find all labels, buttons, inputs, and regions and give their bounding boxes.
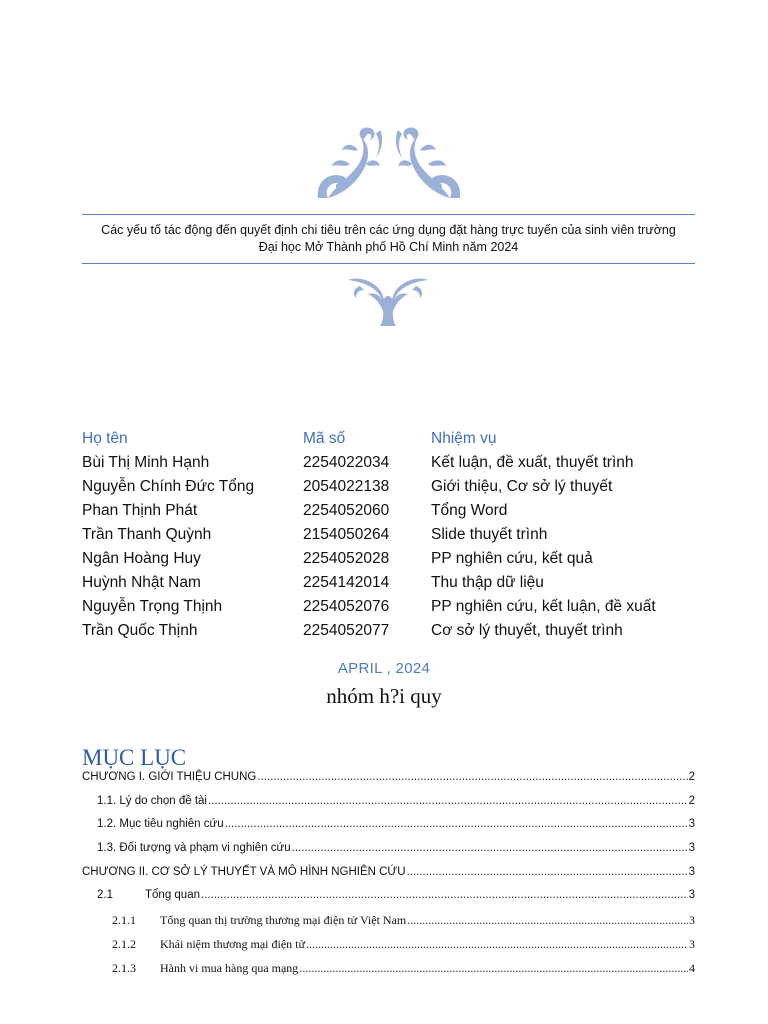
member-row [82,499,695,523]
toc-title: MỤC LỤC [82,745,187,770]
member-row [82,475,695,499]
header-name: Họ tên [82,430,128,447]
member-row [82,451,695,475]
toc-leader-dots [225,818,688,830]
toc-leader-dots [292,842,688,854]
member-task: Thu thập dữ liệu [431,574,544,591]
member-name: Trần Thanh Quỳnh [82,526,212,543]
toc-entry[interactable] [82,913,695,937]
toc-entry[interactable] [82,937,695,961]
member-task: Cơ sở lý thuyết, thuyết trình [431,622,623,639]
toc-entry-text: 1.1. Lý do chọn đề tài [97,794,207,807]
member-task: Tổng Word [431,502,508,519]
toc-leader-dots [407,913,688,928]
member-name: Huỳnh Nhật Nam [82,574,201,591]
toc-entry-text: 1.2. Mục tiêu nghiên cứu [97,818,224,831]
toc-entry-text: Tổng quan thị trường thương mại điện tử Việt Nam [160,913,407,928]
members-table [82,427,695,643]
member-name: Phan Thịnh Phát [82,502,198,519]
toc-entry-number: 2.1 [97,889,113,902]
title-rule-top [82,214,695,215]
member-name: Trần Quốc Thịnh [82,622,198,639]
toc-entry-page: 2 [688,794,695,807]
member-id: 2154050264 [303,526,390,543]
member-id: 2254022034 [303,454,390,471]
member-row [82,595,695,619]
member-row [82,571,695,595]
toc-entry[interactable] [82,795,695,819]
toc-entry-page: 3 [688,865,695,878]
toc-leader-dots [407,866,688,878]
toc-entry-page: 3 [689,913,695,928]
members-header-row [82,427,695,451]
toc-entry-number: 2.1.3 [112,960,136,975]
header-id: Mã số [303,430,346,447]
toc-entry-text: Khái niệm thương mại điện tử [160,936,305,951]
toc-entry[interactable] [82,889,695,913]
toc-entry-text: Tổng quan [145,889,200,902]
member-id: 2254052077 [303,622,390,639]
toc-entry-page: 2 [688,771,695,783]
member-id: 2254142014 [303,574,390,591]
member-task: PP nghiên cứu, kết quả [431,550,593,567]
group-name: nhóm h?i quy [326,684,442,708]
member-id: 2254052028 [303,550,390,567]
toc-entry-text: 1.3. Đối tượng và phạm vi nghiên cứu [97,842,291,855]
toc-entry-page: 3 [688,842,695,855]
toc-entry[interactable] [82,842,695,866]
toc-leader-dots [306,937,688,952]
title-rule-bottom [82,263,695,264]
toc-entry[interactable] [82,818,695,842]
toc-entry-page: 3 [689,936,695,951]
title-line-1: Các yếu tố tác động đến quyết định chi tiêu trên các ứng dụng đặt hàng trực tuyến của sinh viên trường [101,223,676,237]
toc-leader-dots [201,889,688,901]
member-row [82,619,695,643]
toc-entry-page: 3 [688,818,695,831]
toc-entry-text: CHƯƠNG I. GIỚI THIỆU CHUNG [82,771,257,783]
toc-entry[interactable] [82,961,695,985]
toc-entry[interactable] [82,771,695,795]
toc-leader-dots [257,771,687,783]
member-name: Nguyễn Trọng Thịnh [82,598,223,615]
toc-entry-page: 3 [688,889,695,902]
member-row [82,523,695,547]
member-task: Kết luận, đề xuất, thuyết trình [431,454,634,471]
toc-entry-text: Hành vi mua hàng qua mạng [160,960,299,975]
toc-entry[interactable] [82,866,695,890]
floral-ornament-top-icon [314,124,464,204]
member-id: 2054022138 [303,478,390,495]
header-task: Nhiệm vụ [431,430,497,447]
member-name: Ngân Hoàng Huy [82,550,201,567]
title-line-2: Đại học Mở Thành phố Hồ Chí Minh năm 2024 [258,240,519,254]
document-title [82,222,695,256]
member-task: Slide thuyết trình [431,526,548,543]
member-name: Nguyễn Chính Đức Tổng [82,478,255,495]
toc-entry-number: 2.1.1 [112,913,136,928]
toc-leader-dots [208,795,688,807]
floral-ornament-bottom-icon [346,276,430,328]
member-task: Giới thiệu, Cơ sở lý thuyết [431,478,613,495]
member-name: Bùi Thị Minh Hạnh [82,454,210,471]
toc-entry-page: 4 [689,960,695,975]
toc-leader-dots [299,961,688,976]
member-id: 2254052076 [303,598,390,615]
toc-entry-number: 2.1.2 [112,936,136,951]
member-id: 2254052060 [303,502,390,519]
document-date: APRIL , 2024 [337,660,431,677]
member-task: PP nghiên cứu, kết luận, đề xuất [431,598,656,615]
table-of-contents [82,771,695,984]
member-row [82,547,695,571]
toc-entry-text: CHƯƠNG II. CƠ SỞ LÝ THUYẾT VÀ MÔ HÌNH NGHIÊN CỨU [82,865,406,878]
